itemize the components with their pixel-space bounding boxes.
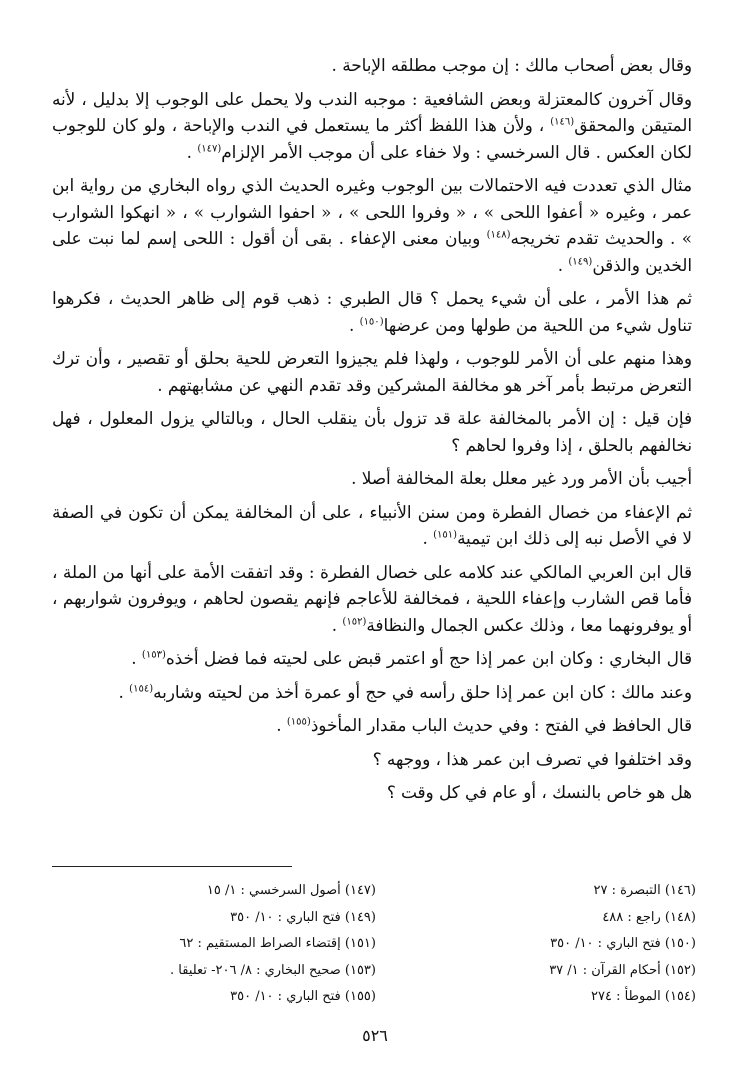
footnote: (١٤٩) فتح الباري : ١٠/ ٣٥٠ — [230, 909, 376, 925]
footnote-row — [60, 931, 700, 958]
page-body — [52, 52, 692, 813]
paragraph: ثم الإعفاء من خصال الفطرة ومن سنن الأنبياء ، على أن المخالفة يمكن أن تكون في الصفة لا في الأصل نبه إلى ذلك ابن تيمية$^{(١٥١)}$ . — [52, 501, 692, 548]
footnote-row — [60, 905, 700, 932]
footnote-ref: (١٤٨) — [486, 229, 511, 241]
paragraph: قال الحافظ في الفتح : وفي حديث الباب مقدار المأخوذ$^{(١٥٥)}$ . — [276, 715, 692, 735]
footnote-divider — [52, 866, 292, 867]
paragraph: فإن قيل : إن الأمر بالمخالفة علة قد تزول بأن ينقلب الحال ، وبالتالي يزول المعلول ، فهل نخالفهم بالحلق ، إذا وفروا لحاهم ؟ — [52, 408, 692, 455]
paragraph: وعند مالك : كان ابن عمر إذا حلق رأسه في حج أو عمرة أخذ من لحيته وشاربه$^{(١٥٤)}$ . — [118, 681, 692, 702]
paragraph: قال البخاري : وكان ابن عمر إذا حج أو اعتمر قبض على لحيته فما فضل أخذه$^{(١٥٣)}$ . — [131, 648, 692, 668]
footnotes — [60, 878, 700, 1011]
paragraph: ثم هذا الأمر ، على أن شيء يحمل ؟ قال الطبري : ذهب قوم إلى ظاهر الحديث ، فكرهوا تناول شيء من اللحية من طولها ومن عرضها$^{(١٥٠)}$ . — [52, 288, 692, 335]
footnote-ref: (١٤٦) — [550, 116, 575, 128]
footnote-ref: (١٤٩) — [568, 255, 593, 267]
paragraph: أجيب بأن الأمر ورد غير معلل بعلة المخالفة أصلا . — [351, 468, 692, 488]
footnote: (١٥٠) فتح الباري : ١٠/ ٣٥٠ — [550, 936, 696, 951]
footnote: (١٤٨) راجع : ٤٨٨ — [602, 909, 696, 925]
footnote-row — [60, 878, 700, 905]
footnote: (١٥٢) أحكام القرآن : ١/ ٣٧ — [549, 962, 696, 978]
footnote-row — [60, 984, 700, 1011]
paragraph: وقال بعض أصحاب مالك : إن موجب مطلقه الإباحة . — [331, 55, 692, 75]
paragraph: وقد اختلفوا في تصرف ابن عمر هذا ، ووجهه ؟ — [372, 748, 692, 769]
footnote: (١٥١) إقتضاء الصراط المستقيم : ٦٢ — [179, 936, 376, 951]
paragraph: وقال آخرون كالمعتزلة وبعض الشافعية : موجبه الندب ولا يحمل على الوجوب إلا بدليل ، لأنه المتيقن والمحقق$^{(١٤٦)}$ ، ولأن هذا اللفظ أكثر ما يستعمل في الندب والإباحة ، ولو كان للوجوب لكان العكس . قال السرخسي : ولا خفاء على أن موجب الأمر الإلزام$^{(١٤٧)}$ . — [52, 88, 692, 162]
footnote: (١٥٣) صحيح البخاري : ٨/ ٢٠٦- تعليقا . — [170, 962, 376, 978]
footnote-ref: (١٥٣) — [141, 649, 166, 661]
footnote-ref: (١٥٤) — [129, 682, 154, 694]
footnote-row — [60, 958, 700, 985]
page-number: ٥٢٦ — [362, 1026, 388, 1045]
paragraph: وهذا منهم على أن الأمر للوجوب ، ولهذا فلم يجيزوا التعرض للحية بحلق أو تقصير ، وأن ترك التعرض مرتبط بأمر آخر هو مخالفة المشركين وقد تقدم النهي عن مشابهتهم . — [52, 348, 692, 395]
footnote: (١٥٤) الموطأ : ٢٧٤ — [591, 989, 696, 1004]
footnote-ref: (١٥٠) — [359, 315, 384, 327]
footnote-ref: (١٥٥) — [286, 716, 311, 728]
paragraph: قال ابن العربي المالكي عند كلامه على خصال الفطرة : وقد اتفقت الأمة على أنها من الملة ، فأما قص الشارب وإعفاء اللحية ، فمخالفة للأعاجم فإنهم يقصون لحاهم ، ويوفرون شواربهم ، أو يوفرونهما معا ، وذلك عكس الجمال والنظافة$^{(١٥٢)}$ . — [52, 561, 692, 635]
footnote: (١٤٧) أصول السرخسي : ١/ ١٥ — [206, 883, 376, 898]
footnote: (١٥٥) فتح الباري : ١٠/ ٣٥٠ — [230, 989, 376, 1004]
footnote-ref: (١٤٧) — [197, 142, 222, 154]
footnote-ref: (١٥٢) — [342, 615, 367, 627]
paragraph: مثال الذي تعددت فيه الاحتمالات بين الوجوب وغيره الحديث الذي رواه البخاري من رواية ابن عمر ، وغيره « أعفوا اللحى » ، « وفروا اللحى » ، « احفوا الشوارب » ، « انهكوا الشوارب » . والحديث تقدم تخريجه$^{(١٤٨)}$ وبيان معنى الإعفاء . بقى أن أقول : اللحى إسم لما نبت على الخدين والذقن$^{(١٤٩)}$ . — [52, 175, 692, 275]
footnote-ref: (١٥١) — [433, 529, 458, 541]
paragraph: هل هو خاص بالنسك ، أو عام في كل وقت ؟ — [386, 782, 692, 802]
footnote: (١٤٦) التبصرة : ٢٧ — [593, 883, 696, 898]
